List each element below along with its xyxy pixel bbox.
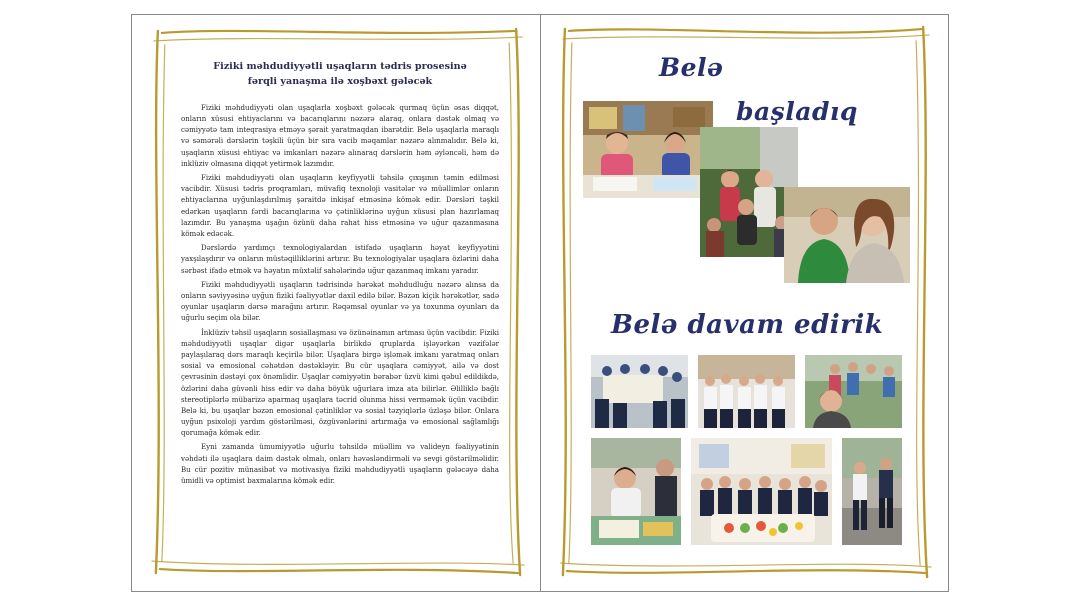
title-line-2: fərqli yanaşma ilə xoşbəxt gələcək xyxy=(247,76,433,87)
article xyxy=(181,59,499,489)
photo-class-banner xyxy=(591,355,688,428)
right-page xyxy=(540,14,949,592)
photo-teacher-group xyxy=(805,355,902,428)
heading-bele-davam-edirik: Belə davam edirik xyxy=(611,310,884,340)
paragraph: Dərslərdə yardımçı texnologiyalardan istifadə uşaqların həyat keyfiyyətini yaxşılaşdırır və onların müstəqilliklərini artırır. Bu texnologiyalar uşaqlara özlərini daha sərbəst ifadə etmək və həyatın müxtəlif sahələrində uğur qazanmaq imkanı yaradır. xyxy=(181,243,499,275)
photo-boy-girl-desk xyxy=(583,101,713,198)
photo-children-hall xyxy=(698,355,795,428)
photo-teacher-boy xyxy=(784,187,910,283)
left-page xyxy=(131,14,541,592)
title-line-1: Fiziki məhdudiyyətli uşaqların tədris prosesinə xyxy=(213,61,467,72)
photo-boy-drawing xyxy=(591,438,681,545)
paragraph: Fiziki məhdudiyyəti olan uşaqların keyfiyyətli təhsilə çıxışının təmin edilməsi vacibdir. Xüsusi tədris proqramları, müvafiq texnoloji vasitələr və müəllimlər onların ehtiyaclarına uyğunlaşdırılmış şəraitdə inkişaf etməsinə kömək edir. Dərsləri təşkil edərkən uşaqların fərdi bacarıqlarına və çətinliklərinə uyğun xüsusi plan hazırlamaq lazımdır. Bu yanaşma uşağın özünü daha rahat hiss etməsinə və uğur qazanmasına kömək edəcək. xyxy=(181,173,499,238)
article-title xyxy=(181,59,499,89)
photo-children-table xyxy=(691,438,832,545)
paragraph: Fiziki məhdudiyyətli uşaqların tədrisində hərəkət məhdudluğu nəzərə alınsa da onların səviyyəsinə uyğun fiziki fəaliyyətlər daxil edilə bilər. Bəzən kiçik hərəkətlər, sadə oyunlar uşaqların dərsə marağını artırır. Rəqəmsal oyunlar və ya toxunma oyunları da uğurlu seçim ola bilər. xyxy=(181,279,499,323)
paragraph: Eyni zamanda ümumiyyətlə uğurlu təhsildə müəllim və valideyn fəaliyyətinin vəhdəti ilə uşaqlara daim dəstək olmalı, onları həvəsləndirməli və sevgi göstərilməlidir. Bu cür pozitiv münasibət və motivasiya fiziki məhdudiyyətli uşaqların gələcəyə daha ümidli və optimist baxmalarına kömək edir. xyxy=(181,442,499,485)
photo-two-boys xyxy=(842,438,902,545)
paragraph: İnklüziv təhsil uşaqların sosiallaşması və özünəinamın artması üçün vacibdir. Fiziki məhdudiyyətli uşaqlar digər uşaqlarla birlikdə qruplarda işləyərkən vəzifələr paylaşılaraq dərs maraqlı keçirilə bilər. Uşaqlara birgə işləmək imkanı yaratmaq onları sosial və emosional cəhətdən dəstəkləyir. Bu cür uşaqlara cəmiyyət, ailə və dost çevrəsinin dəstəyi çox önəmlidir. Uşaqlar cəmiyyətin bərabər üzvü kimi qəbul edildikdə, özlərini daha güvənli hiss edir və daha böyük uğurlara imza ata bilirlər. Əlilliklə bağlı stereotiplərlə mübarizə aparmaq uşaqlara təcrid olunma hissi verməmək üçün vacibdir. Belə ki, bu uşaqlar bəzən emosional çətinliklər və sosial təzyiqlərlə üzləşə bilər. Onlara uyğun psixoloji yardım göstərilməsi, özgüvənlərini artırmağa və emosional sağlamlığı qorumağa kömək edir. xyxy=(181,327,499,438)
paragraph: Fiziki məhdudiyyəti olan uşaqlarla xoşbəxt gələcək qurmaq üçün əsas diqqət, onların xüsusi ehtiyaclarını və bacarıqlarını nəzərə alaraq, onlara dəstək olmaq və cəmiyyətə tam inteqrasiya etməyə şərait yaratmaqdan ibarətdir. Belə uşaqlarla maraqlı və səmərəli dərslərin təşkili üçün bir sıra vacib məqamlar nəzərə alınmalıdır. Belə ki, uşaqların xüsusi ehtiyac və imkanları nəzərə alınaraq dərslərin həm əyləncəli, həm də inklüziv olmasına diqqət yetirmək lazımdır. xyxy=(181,103,499,168)
heading-basladiq: başladıq xyxy=(736,97,858,126)
heading-bele: Belə xyxy=(659,53,724,82)
